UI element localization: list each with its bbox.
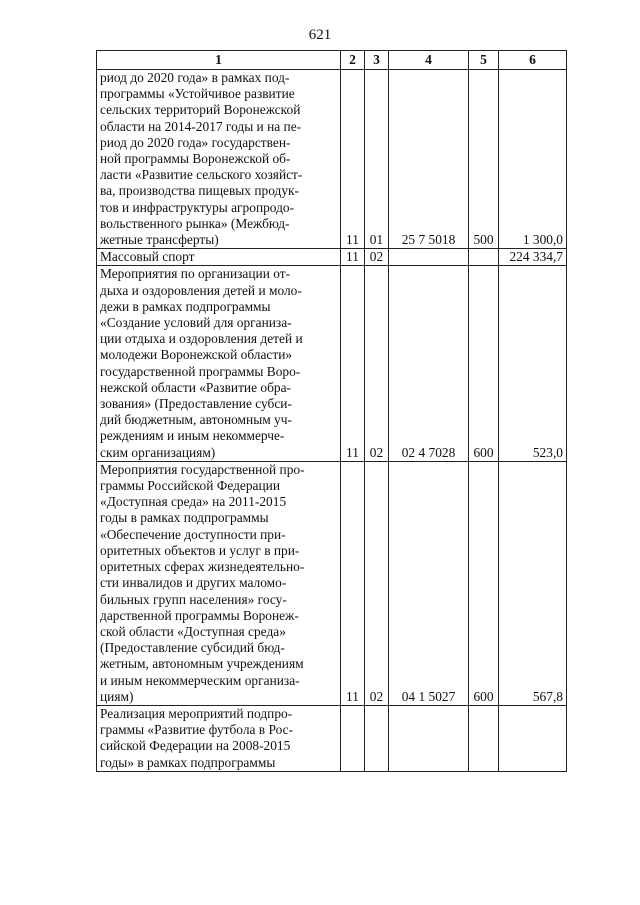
table-row: [97, 249, 567, 266]
row-target-code: 02 4 7028: [389, 266, 469, 461]
row-target-code: 25 7 5018: [389, 70, 469, 249]
table-row: [97, 705, 567, 771]
header-col-3: 3: [365, 51, 389, 70]
row-description: Мероприятия государственной про- граммы Российской Федерации «Доступная среда» на 2011-2015 годы в рамках подпрограммы «Обеспечение доступности при- оритетных объектов и услуг в при- оритетных сферах жизнедеятельно- сти инвалидов и других маломо- бильных групп населения» госу- дарственной программы Воронеж- ской области «Доступная среда» (Предоставление субсидий бюд- жетным, автономным учреждениям и иным некоммерческим организа- циям): [97, 461, 341, 705]
row-amount: 567,8: [499, 461, 567, 705]
table-row: [97, 461, 567, 705]
page-number: 621: [308, 27, 332, 43]
row-subsection: 01: [365, 70, 389, 249]
row-description: Мероприятия по организации от- дыха и оздоровления детей и моло- дежи в рамках подпрограммы «Создание условий для организа- ции отдыха и оздоровления детей и молодежи Воронежской области» государственной программы Воро- нежской области «Развитие обра- зования» (Предоставление субси- дий бюджетным, автономным уч- реждениям и иным некоммерче- ским организациям): [97, 266, 341, 461]
row-amount: [499, 705, 567, 771]
row-section: [341, 705, 365, 771]
table-header-row: [97, 51, 567, 70]
row-section: 11: [341, 266, 365, 461]
row-target-code: 04 1 5027: [389, 461, 469, 705]
table-row: [97, 70, 567, 249]
row-subsection: 02: [365, 266, 389, 461]
table-row: [97, 266, 567, 461]
row-section: 11: [341, 461, 365, 705]
row-expense-type: 500: [469, 70, 499, 249]
row-expense-type: 600: [469, 461, 499, 705]
header-col-5: 5: [469, 51, 499, 70]
row-description: риод до 2020 года» в рамках под- программы «Устойчивое развитие сельских территорий Воронежской области на 2014-2017 годы и на пе- риод до 2020 года» государствен- ной программы Воронежской об- ласти «Развитие сельского хозяйст- ва, производства пищевых продук- тов и инфраструктуры агропродо- вольственного рынка» (Межбюд- жетные трансферты): [97, 70, 341, 249]
header-col-4: 4: [389, 51, 469, 70]
row-subsection: 02: [365, 249, 389, 266]
row-expense-type: 600: [469, 266, 499, 461]
row-amount: 523,0: [499, 266, 567, 461]
row-target-code: [389, 249, 469, 266]
row-description: Реализация мероприятий подпро- граммы «Развитие футбола в Рос- сийской Федерации на 2008-2015 годы» в рамках подпрограммы: [97, 705, 341, 771]
row-section: 11: [341, 70, 365, 249]
header-col-2: 2: [341, 51, 365, 70]
row-expense-type: [469, 249, 499, 266]
row-amount: 224 334,7: [499, 249, 567, 266]
row-subsection: 02: [365, 461, 389, 705]
row-target-code: [389, 705, 469, 771]
row-amount: 1 300,0: [499, 70, 567, 249]
row-section: 11: [341, 249, 365, 266]
header-col-6: 6: [499, 51, 567, 70]
row-description: Массовый спорт: [97, 249, 341, 266]
row-subsection: [365, 705, 389, 771]
header-col-1: 1: [97, 51, 341, 70]
row-expense-type: [469, 705, 499, 771]
budget-table: [96, 50, 567, 772]
